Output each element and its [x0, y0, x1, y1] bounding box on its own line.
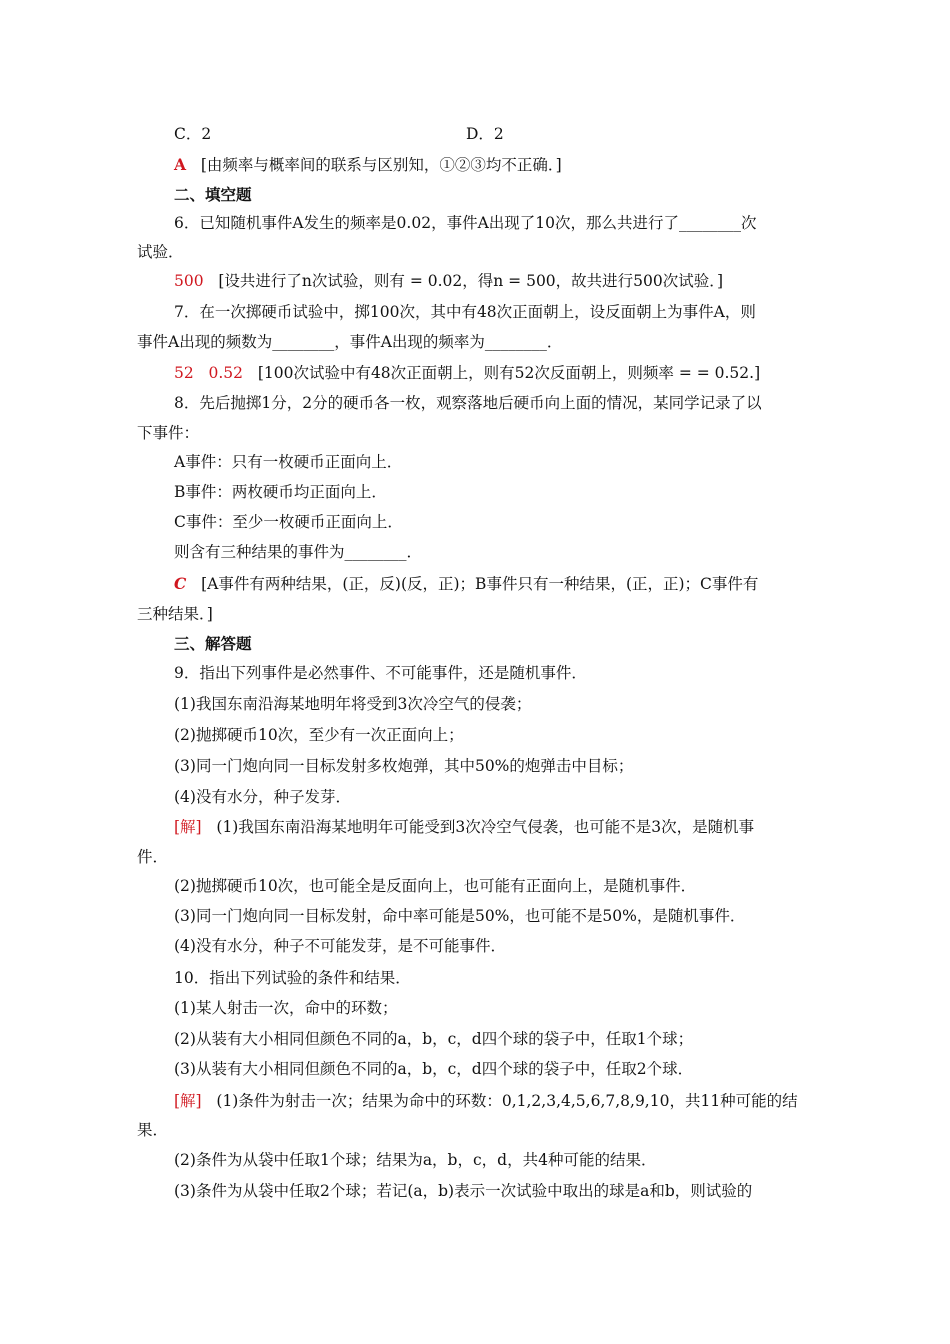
- question-10-stem: 10．指出下列试验的条件和结果．: [174, 969, 411, 987]
- question-8-line1: 8．先后抛掷1分，2分的硬币各一枚，观察落地后硬币向上面的情况，某同学记录了以: [174, 394, 762, 412]
- answer-explanation: [A事件有两种结果，(正，反)(反，正)；B事件只有一种结果，(正，正)；C事件有: [201, 575, 759, 593]
- solution-tag: [解]: [174, 1092, 202, 1110]
- choice-c: C．2: [174, 125, 212, 143]
- answer-explanation: [设共进行了n次试验，则有 = 0.02，得n = 500，故共进行500次试验．]: [218, 272, 724, 290]
- answer-explanation: [由频率与概率间的联系与区别知，①②③均不正确．]: [200, 156, 562, 174]
- answer-letter: C: [174, 574, 187, 593]
- event-a: A事件：只有一枚硬币正面向上．: [174, 453, 403, 471]
- solution-10-part2: (2)条件为从袋中任取1个球；结果为a，b，c，d，共4种可能的结果．: [174, 1151, 657, 1169]
- answer-letter: A: [174, 155, 187, 174]
- answer-explanation: [100次试验中有48次正面朝上，则有52次反面朝上，则频率 = = 0.52.]: [257, 364, 761, 382]
- question-9-stem: 9．指出下列事件是必然事件、不可能事件，还是随机事件．: [174, 664, 587, 682]
- solution-text: (1)条件为射击一次；结果为命中的环数：0,1,2,3,4,5,6,7,8,9,10，共11种可能的结: [216, 1092, 798, 1110]
- question-10-part2: (2)从装有大小相同但颜色不同的a，b，c，d四个球的袋子中，任取1个球；: [174, 1030, 694, 1048]
- event-c: C事件：至少一枚硬币正面向上．: [174, 513, 403, 531]
- question-8-line2: 下事件：: [137, 424, 200, 442]
- question-9-part4: (4)没有水分，种子发芽．: [174, 788, 351, 806]
- choice-d: D．2: [466, 125, 504, 143]
- question-6-line1: 6．已知随机事件A发生的频率是0.02，事件A出现了10次，那么共进行了________次: [174, 214, 757, 232]
- question-10-part1: (1)某人射击一次，命中的环数；: [174, 999, 398, 1017]
- question-6-line2: 试验．: [137, 243, 184, 261]
- question-7-line1: 7．在一次掷硬币试验中，掷100次，其中有48次正面朝上，设反面朝上为事件A，则: [174, 303, 756, 321]
- answer-5: [174, 155, 854, 175]
- solution-9-line2: 件．: [137, 848, 169, 866]
- answer-8-line2: 三种结果．]: [137, 605, 213, 623]
- question-10-part3: (3)从装有大小相同但颜色不同的a，b，c，d四个球的袋子中，任取2个球．: [174, 1060, 694, 1078]
- choice-line: [174, 124, 854, 144]
- solution-text: (1)我国东南沿海某地明年可能受到3次冷空气侵袭，也可能不是3次，是随机事: [216, 818, 755, 836]
- solution-9-part2: (2)抛掷硬币10次，也可能全是反面向上，也可能有正面向上，是随机事件．: [174, 877, 697, 895]
- solution-10-line2: 果．: [137, 1121, 169, 1139]
- solution-10-part3: (3)条件为从袋中任取2个球；若记(a，b)表示一次试验中取出的球是a和b，则试验的: [174, 1182, 753, 1200]
- solution-9: [174, 817, 854, 837]
- question-9-part2: (2)抛掷硬币10次，至少有一次正面向上；: [174, 726, 464, 744]
- solution-10: [174, 1091, 854, 1111]
- solution-tag: [解]: [174, 818, 202, 836]
- answer-6: [174, 271, 854, 291]
- section-heading-fill: 二、填空题: [174, 185, 252, 204]
- question-7-line2: 事件A出现的频数为________，事件A出现的频率为________．: [137, 333, 563, 351]
- question-9-part3: (3)同一门炮向同一目标发射多枚炮弹，其中50%的炮弹击中目标；: [174, 757, 634, 775]
- question-8-ask: 则含有三种结果的事件为________．: [174, 543, 423, 561]
- answer-8: [174, 574, 854, 594]
- section-heading-solve: 三、解答题: [174, 634, 252, 653]
- solution-9-part3: (3)同一门炮向同一目标发射，命中率可能是50%，也可能不是50%，是随机事件．: [174, 907, 746, 925]
- answer-7: [174, 363, 854, 383]
- solution-9-part4: (4)没有水分，种子不可能发芽，是不可能事件．: [174, 937, 506, 955]
- answer-value-1: 52: [174, 364, 194, 382]
- event-b: B事件：两枚硬币均正面向上．: [174, 483, 387, 501]
- answer-value-2: 0.52: [208, 364, 244, 382]
- answer-value: 500: [174, 272, 204, 290]
- question-9-part1: (1)我国东南沿海某地明年将受到3次冷空气的侵袭；: [174, 695, 532, 713]
